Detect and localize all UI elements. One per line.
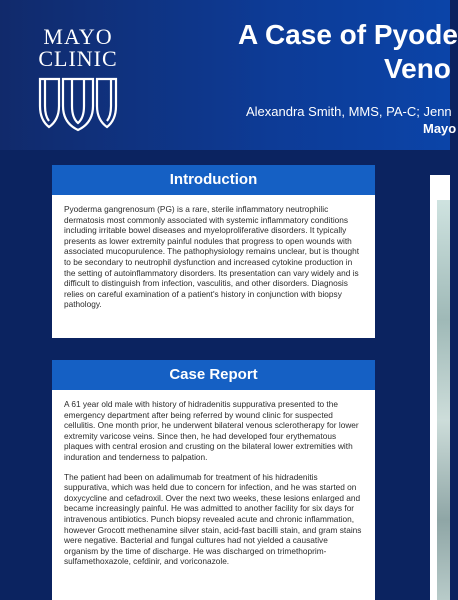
poster-title-line-2: Veno xyxy=(384,53,451,84)
introduction-body xyxy=(52,195,375,310)
case-report-paragraph-1: A 61 year old male with history of hidradenitis suppurativa presented to the emergency department after being referred by wound clinic for suspected cellulitis. One month prior, he underwent bilateral venous sclerotherapy for lower extremity varicose veins. Since then, he had developed four erythematous plaques with central erosion and crusting on the bilateral lower extremities with induration and tenderness to palpation. xyxy=(64,399,359,462)
poster-header xyxy=(0,0,458,150)
affiliation: Mayo xyxy=(423,121,457,136)
logo-line-1: MAYO xyxy=(43,24,113,49)
case-report-panel xyxy=(52,360,375,600)
authors: Alexandra Smith, MMS, PA-C; Jenn xyxy=(246,104,452,119)
case-report-paragraph-2: The patient had been on adalimumab for treatment of his hidradenitis suppurativa, which was held due to concern for infection, and he was started on doxycycline and cefadroxil. Over the next two weeks, these lesions enlarged and became increasingly painful. He was admitted to another facility for six days for intravenous antibiotics. Punch biopsy revealed acute and chronic inflammation, however Grocott methenamine silver stain, acid-fast bacilli stain, and gram stains were negative. Bacterial and fungal cultures had not yielded a causative organism by the time of discharge. He was discharged on trimethoprim-sulfamethoxazole, cefdinir, and voriconazole. xyxy=(64,471,362,567)
introduction-panel xyxy=(52,165,375,338)
clinical-photo xyxy=(437,200,450,600)
case-report-body xyxy=(52,390,375,567)
case-report-heading: Case Report xyxy=(52,360,375,390)
poster-title-line-1: A Case of Pyode xyxy=(238,19,458,50)
introduction-paragraph: Pyoderma gangrenosum (PG) is a rare, sterile inflammatory neutrophilic dermatosis most commonly associated with systemic inflammatory conditions including irritable bowel diseases and myeloproliferative disorders. It typically presents as lower extremity painful nodules that progress to open wounds with associated mucopurulence. The pathophysiology remains unclear, but is thought to be secondary to neutrophil dysfunction and increased cytokine production in the setting of autoinflammatory disorders. Its presentation can vary widely and is difficult to distinguish from infection, vasculitis, and other disorders. Diagnosis relies on careful examination of a patient's history in conjunction with biopsy pathology. xyxy=(64,204,360,310)
logo-line-2: CLINIC xyxy=(38,46,118,71)
introduction-heading: Introduction xyxy=(52,165,375,195)
mayo-shield-icon xyxy=(37,76,119,132)
